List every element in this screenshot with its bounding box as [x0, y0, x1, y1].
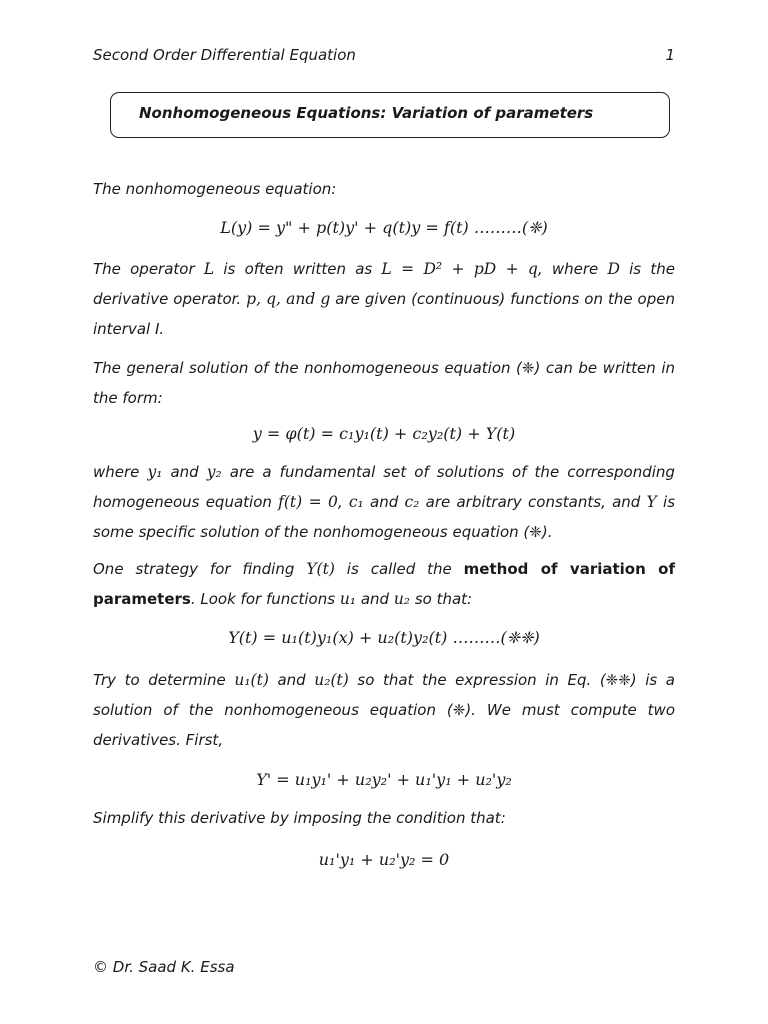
text: so that:: [414, 590, 473, 608]
page-number: 1: [665, 46, 675, 64]
math-Y: Y: [646, 493, 657, 511]
where-paragraph: [93, 457, 675, 547]
math-u1t: u₁(t): [234, 671, 269, 689]
simplify-paragraph: Simplify this derivative by imposing the condition that:: [93, 809, 506, 827]
text: are a fundamental set of solutions of the corresponding homogeneous equation: [93, 463, 675, 511]
intro-paragraph: The nonhomogeneous equation:: [93, 180, 337, 198]
text: and: [277, 671, 306, 689]
text: is the derivative operator.: [93, 260, 675, 308]
text: are given (continuous) functions on the open interval I.: [93, 290, 675, 338]
equation-general-solution: y = φ(t) = c₁y₁(t) + c₂y₂(t) + Y(t): [252, 424, 516, 443]
text: and: [360, 590, 390, 608]
text: Try to determine: [93, 671, 226, 689]
text: where: [93, 463, 140, 481]
text: The operator: [93, 260, 195, 278]
math-y2: y₂: [206, 463, 222, 481]
math-u2t: u₂(t): [314, 671, 349, 689]
text: are arbitrary constants, and: [425, 493, 641, 511]
text: is often written as: [223, 260, 373, 278]
try-paragraph: [93, 665, 675, 755]
text: so that the expression in Eq. (❈❈) is a solution of the nonhomogeneous equation (❈). We must compute two derivatives. First,: [93, 671, 675, 749]
equation-particular-solution: Y(t) = u₁(t)y₁(x) + u₂(t)y₂(t) ………(❈❈): [228, 628, 540, 647]
page-header: [93, 46, 675, 64]
text: , where: [537, 260, 599, 278]
section-title: Nonhomogeneous Equations: Variation of parameters: [139, 104, 594, 122]
math-u2: u₂: [393, 590, 411, 608]
strategy-paragraph: [93, 554, 675, 614]
math-ft-zero: f(t) = 0: [278, 493, 338, 511]
method-name-bold: method of variation of parameters: [93, 560, 675, 608]
equation-condition: u₁'y₁ + u₂'y₂ = 0: [318, 850, 450, 869]
math-c2: c₂: [404, 493, 420, 511]
text: and: [370, 493, 399, 511]
text: is some specific solution of the nonhomogeneous equation (❈).: [93, 493, 676, 541]
math-D: D: [607, 260, 620, 278]
text: . Look for functions: [190, 590, 336, 608]
math-c1: c₁: [348, 493, 364, 511]
equation-first-derivative: Y' = u₁y₁' + u₂y₂' + u₁'y₁ + u₂'y₂: [256, 770, 512, 789]
text: and: [170, 463, 199, 481]
general-solution-paragraph: The general solution of the nonhomogeneous equation (❈) can be written in the form:: [93, 359, 675, 407]
math-Yt: Y(t): [306, 560, 335, 578]
footer-copyright: © Dr. Saad K. Essa: [93, 958, 235, 976]
math-operator-formula: L = D² + pD + q: [381, 260, 538, 278]
equation-nonhomogeneous: L(y) = y" + p(t)y' + q(t)y = f(t) ………(❈): [220, 218, 548, 237]
section-title-box: [110, 92, 670, 138]
math-y1: y₁: [147, 463, 163, 481]
text: ,: [337, 493, 343, 511]
math-vars: p, q, and g: [246, 290, 331, 308]
operator-paragraph: [93, 254, 675, 344]
text: One strategy for finding: [93, 560, 295, 578]
header-title: Second Order Differential Equation: [93, 46, 356, 64]
text: is called the: [346, 560, 452, 578]
math-u1: u₁: [339, 590, 357, 608]
math-L: L: [203, 260, 215, 278]
